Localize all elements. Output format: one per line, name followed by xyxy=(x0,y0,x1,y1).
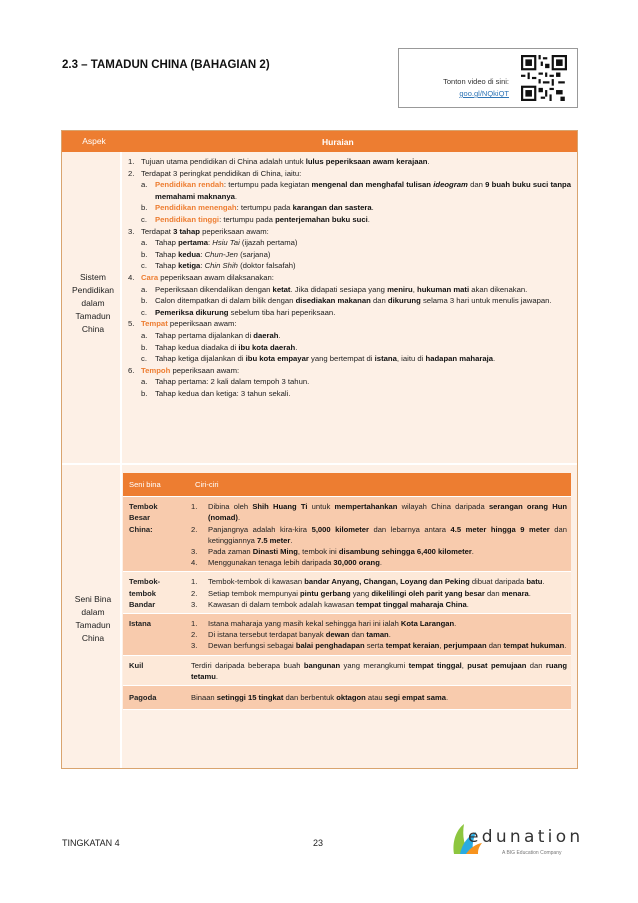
table-header xyxy=(62,131,577,152)
aspect-pendidikan: Sistem Pendidikan dalam Tamadun China xyxy=(71,272,115,334)
inner-header-ciri: Ciri-ciri xyxy=(189,473,571,497)
aspect-seni-bina: Seni Bina dalam Tamadun China xyxy=(74,594,112,643)
qr-code-icon[interactable] xyxy=(521,55,567,101)
video-label: Tonton video di sini: xyxy=(443,77,509,86)
content-table xyxy=(61,130,578,769)
video-link-box[interactable] xyxy=(398,48,578,108)
inner-header-seni-bina: Seni bina xyxy=(123,473,189,497)
table-row: Pagoda Binaan setinggi 15 tingkat dan berbentuk oktagon atau segi empat sama. xyxy=(123,686,571,710)
page-number: 23 xyxy=(313,838,324,848)
column-divider xyxy=(120,152,122,768)
footer-grade: TINGKATAN 4 xyxy=(62,838,120,848)
header-aspek: Aspek xyxy=(82,136,106,146)
seni-bina-table xyxy=(123,473,571,710)
inner-header-row xyxy=(123,473,571,497)
video-caption xyxy=(405,76,509,100)
header-huraian: Huraian xyxy=(322,137,354,147)
pendidikan-list: 1. Tujuan utama pendidikan di China adalah untuk lulus peperiksaan awam kerajaan. 2. Terdapat 3 peringkat pendidikan di China, iaitu: a. Pendidikan rendah: tertumpu pada kegiatan mengenal dan menghafal tulisan ideogram dan 9 buah buku suci tanpa memahami maknanya. b. Pendidikan menengah: tertumpu pada karangan dan sastera. c. Pendidikan tinggi: tertumpu pada penterjemahan buku suci. 3. Terdapat 3 tahap peperiksaan awam: a. Tahap pertama: Hsiu Tai (ijazah pertama) b. Tahap kedua: Chun-Jen (sarjana) c. Tahap ketiga: Chin Shih (doktor falsafah) 4. Cara peperiksaan awam dilaksanakan: a. Peperiksaan dikendalikan dengan ketat. Jika didapati sesiapa yang meniru, hukuman mati akan dikenakan. b. Calon ditempatkan di dalam bilik dengan disediakan makanan dan dikurung selama 3 hari untuk menulis jawapan. c. Pemeriksa dikurung sebelum tiba hari peperiksaan. 5. Tempat peperiksaan awam: a. Tahap pertama dijalankan di daerah. b. Tahap kedua diadaka di ibu kota daerah. c. Tahap ketiga dijalankan di ibu kota empayar yang bertempat di istana, iaitu di hadapan maharaja. 6. Tempoh peperiksaan awam: a. Tahap pertama: 2 kali dalam tempoh 3 tahun. b. Tahap kedua dan ketiga: 3 tahun sekali. xyxy=(128,157,571,398)
logo-tagline: A BIG Education Company xyxy=(502,850,562,856)
row-divider xyxy=(62,463,577,465)
video-url-link[interactable]: goo.gl/NQkiQT xyxy=(459,89,509,98)
table-row: Tembok- tembok Bandar 1. Tembok-tembok di kawasan bandar Anyang, Changan, Loyang dan Peking dibuat daripada batu. 2. Setiap tembok mempunyai pintu gerbang yang dikelilingi oleh parit yang besar dan menara. 3. Kawasan di dalam tembok adalah kawasan tempat tinggal maharaja China. xyxy=(123,572,571,614)
logo-wordmark: edunation xyxy=(468,827,584,847)
table-row: Tembok Besar China: 1. Dibina oleh Shih Huang Ti untuk mempertahankan wilayah China daripada serangan orang Hun (nomad). 2. Panjangnya adalah kira-kira 5,000 kilometer dan lebarnya antara 4.5 meter hingga 9 meter dan ketinggiannya 7.5 meter. 3. Pada zaman Dinasti Ming, tembok ini disambung sehingga 6,400 kilometer. 4. Menggunakan tenaga lebih daripada 30,000 orang. xyxy=(123,497,571,572)
table-row: Kuil Terdiri daripada beberapa buah bangunan yang merangkumi tempat tinggal, pusat pemujaan dan ruang tetamu. xyxy=(123,655,571,685)
page-title: 2.3 – TAMADUN CHINA (BAHAGIAN 2) xyxy=(62,59,270,71)
table-row: Istana 1. Istana maharaja yang masih kekal sehingga hari ini ialah Kota Larangan. 2. Di istana tersebut terdapat banyak dewan dan taman. 3. Dewan berfungsi sebagai balai penghadapan serta tempat keraian, perjumpaan dan tempat hukuman. xyxy=(123,614,571,656)
